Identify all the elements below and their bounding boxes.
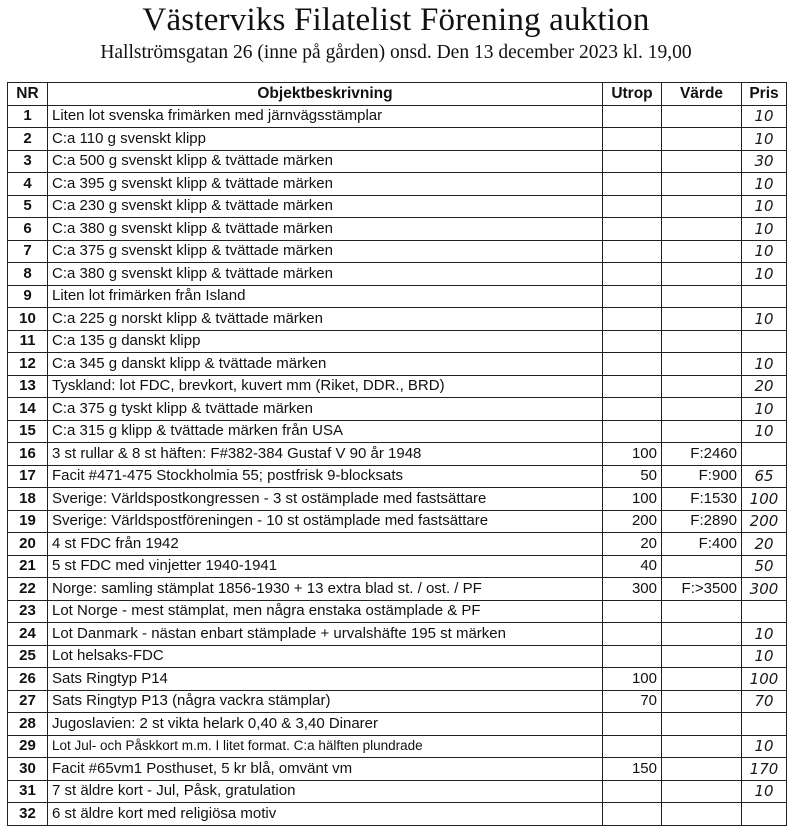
lot-description-cell: 7 st äldre kort - Jul, Påsk, gratulation [48,780,603,803]
lot-sold-price-cell: 10 [742,173,787,196]
lot-number-cell: 12 [8,353,48,376]
column-header-varde: Värde [662,83,742,106]
lot-sold-price-cell: 10 [742,420,787,443]
lot-description-cell: Tyskland: lot FDC, brevkort, kuvert mm (Riket, DDR., BRD) [48,375,603,398]
lot-description-cell: Lot helsaks-FDC [48,645,603,668]
lot-description-cell: C:a 380 g svenskt klipp & tvättade märken [48,263,603,286]
lot-start-price-cell: 300 [603,578,662,601]
lot-start-price-cell [603,150,662,173]
lot-sold-price-cell: 10 [742,353,787,376]
lot-start-price-cell: 40 [603,555,662,578]
lot-number-cell: 26 [8,668,48,691]
table-row [8,128,787,151]
lot-start-price-cell [603,645,662,668]
lot-catalog-value-cell [662,713,742,736]
lot-sold-price-cell: 30 [742,150,787,173]
table-row [8,375,787,398]
lot-number-cell: 22 [8,578,48,601]
lot-description-cell: Norge: samling stämplat 1856-1930 + 13 extra blad st. / ost. / PF [48,578,603,601]
lot-description-cell: C:a 345 g danskt klipp & tvättade märken [48,353,603,376]
table-row [8,465,787,488]
lot-catalog-value-cell [662,285,742,308]
lot-catalog-value-cell: F:>3500 [662,578,742,601]
lot-catalog-value-cell [662,668,742,691]
lot-start-price-cell: 150 [603,758,662,781]
table-row [8,690,787,713]
lot-number-cell: 21 [8,555,48,578]
lot-sold-price-cell: 10 [742,128,787,151]
table-row [8,263,787,286]
lot-number-cell: 30 [8,758,48,781]
table-row [8,173,787,196]
column-header-utrop: Utrop [603,83,662,106]
lot-sold-price-cell: 10 [742,105,787,128]
lot-start-price-cell [603,128,662,151]
lot-description-cell: Facit #471-475 Stockholmia 55; postfrisk 9-blocksats [48,465,603,488]
table-row [8,645,787,668]
lot-catalog-value-cell [662,263,742,286]
lot-catalog-value-cell [662,128,742,151]
table-row [8,713,787,736]
lot-sold-price-cell: 10 [742,195,787,218]
lot-description-cell: C:a 395 g svenskt klipp & tvättade märken [48,173,603,196]
table-row [8,780,787,803]
table-row [8,600,787,623]
lot-number-cell: 29 [8,735,48,758]
lot-description-cell: Lot Danmark - nästan enbart stämplade + urvalshäfte 195 st märken [48,623,603,646]
lot-start-price-cell [603,330,662,353]
lot-catalog-value-cell [662,623,742,646]
lot-start-price-cell [603,263,662,286]
lot-sold-price-cell: 10 [742,645,787,668]
table-row [8,330,787,353]
table-row [8,240,787,263]
lot-number-cell: 31 [8,780,48,803]
lot-sold-price-cell: 50 [742,555,787,578]
lot-start-price-cell [603,420,662,443]
lot-description-cell: 4 st FDC från 1942 [48,533,603,556]
lot-number-cell: 24 [8,623,48,646]
lot-sold-price-cell: 100 [742,668,787,691]
lot-sold-price-cell: 20 [742,375,787,398]
lot-number-cell: 8 [8,263,48,286]
lot-start-price-cell: 200 [603,510,662,533]
lot-sold-price-cell [742,443,787,466]
lot-sold-price-cell: 10 [742,218,787,241]
lot-number-cell: 9 [8,285,48,308]
lot-start-price-cell [603,105,662,128]
lot-catalog-value-cell [662,218,742,241]
table-row [8,443,787,466]
lot-catalog-value-cell [662,780,742,803]
lot-sold-price-cell: 65 [742,465,787,488]
lot-sold-price-cell [742,330,787,353]
table-row [8,578,787,601]
lot-sold-price-cell: 20 [742,533,787,556]
table-row [8,803,787,826]
lot-catalog-value-cell: F:400 [662,533,742,556]
lot-sold-price-cell [742,713,787,736]
lot-catalog-value-cell [662,600,742,623]
lot-number-cell: 17 [8,465,48,488]
lot-start-price-cell [603,623,662,646]
lot-sold-price-cell: 100 [742,488,787,511]
lot-number-cell: 13 [8,375,48,398]
lot-number-cell: 16 [8,443,48,466]
lot-description-cell: C:a 500 g svenskt klipp & tvättade märken [48,150,603,173]
lot-description-cell: Lot Jul- och Påskkort m.m. I litet format. C:a hälften plundrade [48,735,603,758]
lot-start-price-cell [603,195,662,218]
lot-description-cell: Jugoslavien: 2 st vikta helark 0,40 & 3,40 Dinarer [48,713,603,736]
lot-number-cell: 23 [8,600,48,623]
table-row [8,668,787,691]
lot-catalog-value-cell [662,398,742,421]
table-row [8,623,787,646]
lot-number-cell: 2 [8,128,48,151]
table-row [8,285,787,308]
lot-catalog-value-cell [662,150,742,173]
lot-start-price-cell [603,600,662,623]
table-row [8,195,787,218]
lot-catalog-value-cell [662,195,742,218]
lot-start-price-cell [603,285,662,308]
lot-number-cell: 11 [8,330,48,353]
lot-description-cell: C:a 230 g svenskt klipp & tvättade märken [48,195,603,218]
column-header-pris: Pris [742,83,787,106]
lot-catalog-value-cell [662,173,742,196]
lot-sold-price-cell: 10 [742,263,787,286]
lot-start-price-cell [603,375,662,398]
lot-number-cell: 6 [8,218,48,241]
lot-start-price-cell [603,308,662,331]
table-row [8,150,787,173]
lot-description-cell: Sats Ringtyp P14 [48,668,603,691]
lot-number-cell: 28 [8,713,48,736]
lot-number-cell: 15 [8,420,48,443]
auction-subtitle: Hallströmsgatan 26 (inne på gården) onsd. Den 13 december 2023 kl. 19,00 [100,42,692,63]
lot-description-cell: Facit #65vm1 Posthuset, 5 kr blå, omvänt vm [48,758,603,781]
table-row [8,218,787,241]
lot-start-price-cell [603,398,662,421]
table-row [8,398,787,421]
lot-description-cell: C:a 380 g svenskt klipp & tvättade märken [48,218,603,241]
lot-start-price-cell [603,240,662,263]
lot-description-cell: Liten lot frimärken från Island [48,285,603,308]
table-row [8,510,787,533]
lot-description-cell: C:a 375 g tyskt klipp & tvättade märken [48,398,603,421]
table-row [8,105,787,128]
lot-description-cell: C:a 135 g danskt klipp [48,330,603,353]
lot-sold-price-cell: 70 [742,690,787,713]
lot-start-price-cell: 50 [603,465,662,488]
lot-start-price-cell [603,735,662,758]
lot-catalog-value-cell [662,308,742,331]
lot-start-price-cell [603,803,662,826]
lot-description-cell: Sverige: Världspostkongressen - 3 st ostämplade med fastsättare [48,488,603,511]
table-header-row [8,83,787,106]
table-row [8,555,787,578]
lot-sold-price-cell [742,285,787,308]
lot-start-price-cell: 100 [603,668,662,691]
lot-catalog-value-cell [662,420,742,443]
lot-catalog-value-cell [662,330,742,353]
table-row [8,533,787,556]
lot-sold-price-cell: 10 [742,623,787,646]
lot-number-cell: 25 [8,645,48,668]
lot-number-cell: 7 [8,240,48,263]
table-row [8,308,787,331]
table-row [8,758,787,781]
lot-description-cell: Liten lot svenska frimärken med järnvägsstämplar [48,105,603,128]
lot-number-cell: 3 [8,150,48,173]
lot-catalog-value-cell [662,690,742,713]
lot-number-cell: 14 [8,398,48,421]
lot-catalog-value-cell [662,758,742,781]
lot-catalog-value-cell [662,645,742,668]
lot-number-cell: 4 [8,173,48,196]
lot-sold-price-cell: 10 [742,240,787,263]
lot-number-cell: 18 [8,488,48,511]
lot-start-price-cell: 100 [603,443,662,466]
lot-catalog-value-cell: F:1530 [662,488,742,511]
lot-sold-price-cell: 10 [742,735,787,758]
lot-catalog-value-cell [662,105,742,128]
lot-description-cell: 3 st rullar & 8 st häften: F#382-384 Gustaf V 90 år 1948 [48,443,603,466]
lot-description-cell: Sats Ringtyp P13 (några vackra stämplar) [48,690,603,713]
lot-number-cell: 32 [8,803,48,826]
lot-catalog-value-cell: F:900 [662,465,742,488]
column-header-nr: NR [8,83,48,106]
lot-number-cell: 27 [8,690,48,713]
column-header-description: Objektbeskrivning [48,83,603,106]
lot-description-cell: C:a 375 g svenskt klipp & tvättade märken [48,240,603,263]
table-row [8,420,787,443]
lot-catalog-value-cell [662,735,742,758]
lot-start-price-cell: 100 [603,488,662,511]
lot-start-price-cell [603,780,662,803]
table-row [8,488,787,511]
lot-number-cell: 5 [8,195,48,218]
lot-number-cell: 1 [8,105,48,128]
lot-sold-price-cell: 300 [742,578,787,601]
lot-catalog-value-cell [662,353,742,376]
lot-catalog-value-cell [662,555,742,578]
lot-catalog-value-cell: F:2890 [662,510,742,533]
lot-catalog-value-cell [662,803,742,826]
lot-sold-price-cell: 10 [742,780,787,803]
lot-sold-price-cell: 10 [742,398,787,421]
lot-catalog-value-cell: F:2460 [662,443,742,466]
lot-catalog-value-cell [662,375,742,398]
lot-sold-price-cell [742,600,787,623]
lot-number-cell: 20 [8,533,48,556]
lot-description-cell: C:a 315 g klipp & tvättade märken från USA [48,420,603,443]
lot-description-cell: Sverige: Världspostföreningen - 10 st ostämplade med fastsättare [48,510,603,533]
lot-start-price-cell [603,173,662,196]
lot-number-cell: 19 [8,510,48,533]
auction-table [7,82,787,826]
table-row [8,735,787,758]
lot-description-cell: Lot Norge - mest stämplat, men några enstaka ostämplade & PF [48,600,603,623]
lot-number-cell: 10 [8,308,48,331]
lot-start-price-cell: 70 [603,690,662,713]
lot-description-cell: 5 st FDC med vinjetter 1940-1941 [48,555,603,578]
table-row [8,353,787,376]
lot-start-price-cell [603,713,662,736]
lot-start-price-cell [603,218,662,241]
lot-description-cell: 6 st äldre kort med religiösa motiv [48,803,603,826]
lot-start-price-cell: 20 [603,533,662,556]
lot-description-cell: C:a 110 g svenskt klipp [48,128,603,151]
lot-sold-price-cell [742,803,787,826]
lot-sold-price-cell: 200 [742,510,787,533]
lot-sold-price-cell: 170 [742,758,787,781]
lot-catalog-value-cell [662,240,742,263]
lot-sold-price-cell: 10 [742,308,787,331]
table-body [8,105,787,825]
auction-title: Västerviks Filatelist Förening auktion [142,2,650,38]
lot-description-cell: C:a 225 g norskt klipp & tvättade märken [48,308,603,331]
lot-start-price-cell [603,353,662,376]
